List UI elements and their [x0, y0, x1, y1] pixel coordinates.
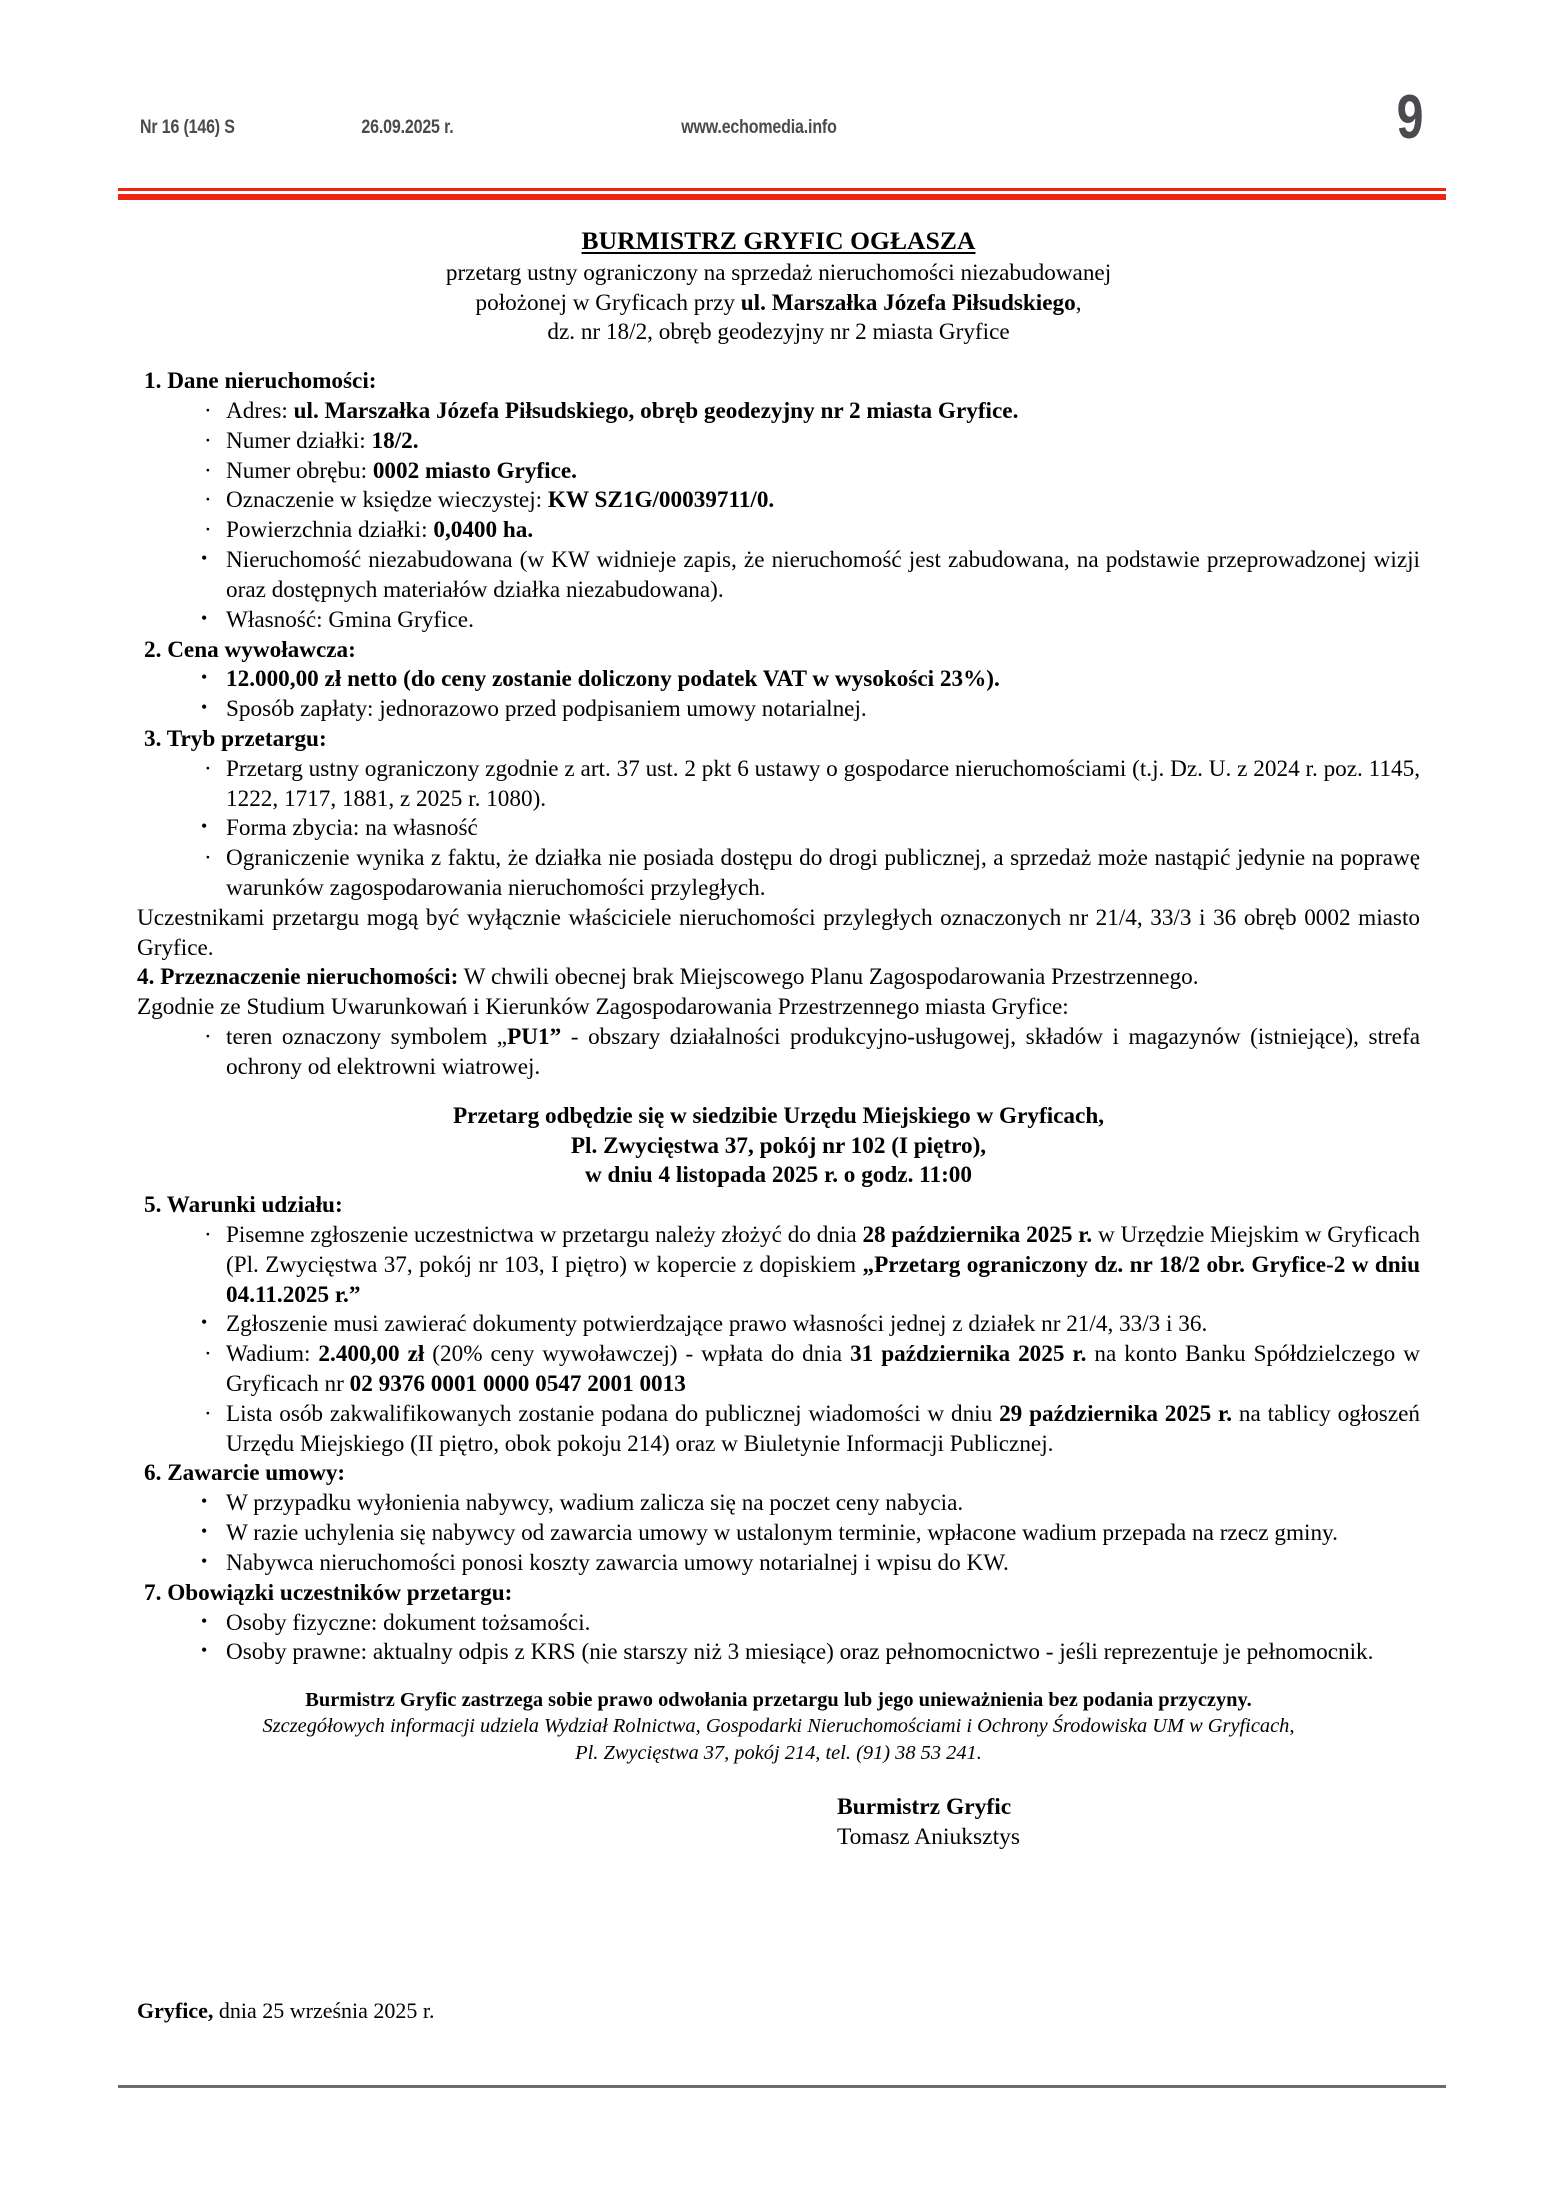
- list-item: [197, 457, 1420, 487]
- list-item-text: Pisemne zgłoszenie uczestnictwa w przetargu należy złożyć do dnia: [226, 1221, 863, 1248]
- footer-info-2: Pl. Zwycięstwa 37, pokój 214, tel. (91) 38 53 241.: [575, 1741, 982, 1764]
- list-item: [197, 1638, 1420, 1668]
- list-item-text: Własność: Gmina Gryfice.: [226, 606, 474, 633]
- list-item: [197, 665, 1420, 695]
- signature-name: Tomasz Aniuksztys: [836, 1823, 1021, 1850]
- subtitle-2-street: ul. Marszałka Józefa Piłsudskiego: [740, 289, 1076, 316]
- section-6-heading: 6. Zawarcie umowy:: [144, 1460, 346, 1487]
- masthead-issue: Nr 16 (146) S: [140, 116, 235, 138]
- section-6-list: [137, 1489, 1420, 1578]
- section-4-text: W chwili obecnej brak Miejscowego Planu Zagospodarowania Przestrzennego.: [458, 964, 1199, 991]
- list-item-text: Przetarg ustny ograniczony zgodnie z art. 37 ust. 2 pkt 6 ustawy o gospodarce nieruchomościami (t.j. Dz. U. z 2024 r. poz. 1145, 1222, 1717, 1881, z 2025 r. 1080).: [226, 755, 1420, 812]
- masthead: [140, 83, 1423, 152]
- list-item-emphasis: 0002 miasto Gryfice.: [372, 457, 577, 484]
- list-item-emphasis: 28 października 2025 r.: [862, 1221, 1093, 1248]
- section-3-list: [137, 755, 1420, 904]
- subtitle-2-post: ,: [1075, 289, 1082, 316]
- list-item-text: Adres:: [226, 398, 294, 425]
- section-4-note: Zgodnie ze Studium Uwarunkowań i Kierunków Zagospodarowania Przestrzennego miasta Gryfice:: [137, 994, 1069, 1021]
- list-item: [197, 486, 1420, 516]
- list-item-text: Oznaczenie w księdze wieczystej:: [226, 487, 548, 514]
- auction-line-3: w dniu 4 listopada 2025 r. o godz. 11:00: [585, 1162, 972, 1189]
- list-item: [197, 397, 1420, 427]
- list-item-text: Forma zbycia: na własność: [226, 815, 478, 842]
- place-date: dnia 25 września 2025 r.: [213, 1998, 435, 2023]
- list-item-text: Osoby prawne: aktualny odpis z KRS (nie starszy niż 3 miesiące) oraz pełnomocnictwo - jeśli reprezentuje je pełnomocnik.: [226, 1639, 1374, 1666]
- list-item: [197, 1549, 1420, 1579]
- footer-rule: [118, 2085, 1446, 2088]
- list-item-text: Numer obrębu:: [226, 457, 373, 484]
- list-item-emphasis: 31 października 2025 r.: [850, 1341, 1087, 1368]
- list-item-text: Osoby fizyczne: dokument tożsamości.: [226, 1609, 591, 1636]
- list-item-text: w Urzędzie Miejskim w Gryficach (Pl. Zwycięstwa 37, pokój nr 103, I piętro) w kopercie z dopiskiem: [226, 1221, 1421, 1278]
- section-4-list: [137, 1023, 1420, 1083]
- section-3-heading: 3. Tryb przetargu:: [144, 725, 327, 752]
- list-item-emphasis: 2.400,00 zł: [318, 1341, 425, 1368]
- list-item: [197, 755, 1420, 815]
- notice-subtitle-1: przetarg ustny ograniczony na sprzedaż nieruchomości niezabudowanej: [445, 259, 1112, 286]
- place-date-stamp: [137, 1998, 435, 2024]
- notice-title-text: BURMISTRZ GRYFIC OGŁASZA: [581, 226, 976, 255]
- signature-title: Burmistrz Gryfic: [836, 1793, 1012, 1820]
- list-item: [197, 844, 1420, 904]
- list-item-emphasis: 0,0400 ha.: [433, 517, 534, 544]
- list-item: [197, 695, 1420, 725]
- list-item: [197, 1519, 1420, 1549]
- list-item-text: Nabywca nieruchomości ponosi koszty zawarcia umowy notarialnej i wpisu do KW.: [226, 1549, 1009, 1576]
- list-item-text: teren oznaczony symbolem „: [226, 1024, 508, 1051]
- list-item-text: - obszary działalności produkcyjno-usługowej, składów i magazynów (istniejące), strefa ochrony od elektrowni wiatrowej.: [226, 1024, 1420, 1080]
- auction-line-1: Przetarg odbędzie się w siedzibie Urzędu Miejskiego w Gryficach,: [452, 1102, 1105, 1129]
- page-number: 9: [1396, 83, 1423, 152]
- list-item-text: W przypadku wyłonienia nabywcy, wadium zalicza się na poczet ceny nabycia.: [226, 1490, 964, 1517]
- list-item: [197, 546, 1420, 606]
- notice-subtitle-2: [137, 289, 1420, 319]
- list-item-text: W razie uchylenia się nabywcy od zawarcia umowy w ustalonym terminie, wpłacone wadium przepada na rzecz gminy.: [226, 1520, 1338, 1547]
- list-item: [197, 516, 1420, 546]
- list-item-emphasis: KW SZ1G/00039711/0.: [547, 487, 775, 514]
- list-item: [197, 1023, 1420, 1083]
- section-1-heading: 1. Dane nieruchomości:: [144, 368, 377, 395]
- list-item-emphasis: ul. Marszałka Józefa Piłsudskiego, obręb geodezyjny nr 2 miasta Gryfice.: [293, 398, 1019, 425]
- list-item-text: Powierzchnia działki:: [226, 517, 434, 544]
- list-item-emphasis: 12.000,00 zł netto (do ceny zostanie doliczony podatek VAT w wysokości 23%).: [226, 666, 1000, 693]
- section-1-list: [137, 397, 1420, 636]
- footer-info-1: Szczegółowych informacji udziela Wydział Rolnictwa, Gospodarki Nieruchomościami i Ochrony Środowiska UM w Gryficach,: [262, 1715, 1295, 1738]
- list-item: [197, 814, 1420, 844]
- list-item-text: Zgłoszenie musi zawierać dokumenty potwierdzające prawo własności jednej z działek nr 21/4, 33/3 i 36.: [226, 1311, 1208, 1338]
- list-item-text: Wadium:: [226, 1341, 319, 1368]
- list-item: [197, 1609, 1420, 1639]
- list-item-text: Ograniczenie wynika z faktu, że działka nie posiada dostępu do drogi publicznej, a sprzedaż może nastąpić jedynie na poprawę warunków zagospodarowania nieruchomości przyległych.: [226, 845, 1420, 902]
- list-item: [197, 1400, 1420, 1460]
- section-2-heading: 2. Cena wywoławcza:: [144, 636, 356, 663]
- subtitle-2-pre: położonej w Gryficach przy: [475, 289, 741, 316]
- list-item-text: Sposób zapłaty: jednorazowo przed podpisaniem umowy notarialnej.: [226, 696, 867, 723]
- list-item: [197, 1489, 1420, 1519]
- list-item: [197, 606, 1420, 636]
- section-3-note: Uczestnikami przetargu mogą być wyłącznie właściciele nieruchomości przyległych oznaczonych nr 21/4, 33/3 i 36 obręb 0002 miasto Gryfice.: [137, 904, 1420, 961]
- list-item-emphasis: 18/2.: [371, 427, 419, 454]
- list-item-text: Lista osób zakwalifikowanych zostanie podana do publicznej wiadomości w dniu: [226, 1400, 1000, 1427]
- masthead-website: www.echomedia.info: [681, 116, 837, 138]
- section-2-list: [137, 665, 1420, 725]
- list-item-text: na konto Banku Spółdzielczego w Gryficach nr: [226, 1341, 1420, 1398]
- place-name: Gryfice,: [137, 1998, 214, 2023]
- section-4-heading: 4. Przeznaczenie nieruchomości:: [137, 964, 459, 991]
- list-item-emphasis: „Przetarg ograniczony dz. nr 18/2 obr. Gryfice-2 w dniu 04.11.2025 r.”: [226, 1251, 1420, 1308]
- section-4-line: [137, 963, 1420, 993]
- list-item-emphasis: 02 9376 0001 0000 0547 2001 0013: [349, 1371, 686, 1398]
- section-7-heading: 7. Obowiązki uczestników przetargu:: [144, 1579, 513, 1606]
- notice-subtitle-3: dz. nr 18/2, obręb geodezyjny nr 2 miasta Gryfice: [547, 319, 1010, 346]
- notice-title: [137, 225, 1420, 258]
- header-rule-thick: [118, 194, 1446, 200]
- auction-line-2: Pl. Zwycięstwa 37, pokój nr 102 (I piętro),: [570, 1132, 987, 1159]
- list-item-emphasis: PU1”: [507, 1024, 562, 1051]
- masthead-date: 26.09.2025 r.: [361, 116, 454, 138]
- list-item-text: na tablicy ogłoszeń Urzędu Miejskiego (II piętro, obok pokoju 214) oraz w Biuletynie Informacji Publicznej.: [226, 1400, 1420, 1457]
- list-item: [197, 1221, 1420, 1310]
- list-item-text: Nieruchomość niezabudowana (w KW widnieje zapis, że nieruchomość jest zabudowana, na podstawie przeprowadzonej wizji oraz dostępnych materiałów działka niezabudowana).: [226, 547, 1420, 603]
- section-5-heading: 5. Warunki udziału:: [144, 1192, 343, 1219]
- section-5-list: [137, 1221, 1420, 1460]
- list-item-text: (20% ceny wywoławczej) - wpłata do dnia: [424, 1341, 851, 1368]
- footer-reservation: Burmistrz Gryfic zastrzega sobie prawo odwołania przetargu lub jego unieważnienia bez podania przyczyny.: [305, 1689, 1252, 1712]
- section-7-list: [137, 1609, 1420, 1669]
- list-item: [197, 1340, 1420, 1400]
- header-rule-thin: [118, 188, 1446, 191]
- list-item: [197, 1310, 1420, 1340]
- signature-block: [137, 1792, 1420, 1852]
- list-item-text: Numer działki:: [226, 427, 372, 454]
- notice-body: [137, 225, 1420, 1852]
- list-item-emphasis: 29 października 2025 r.: [999, 1400, 1232, 1427]
- list-item: [197, 427, 1420, 457]
